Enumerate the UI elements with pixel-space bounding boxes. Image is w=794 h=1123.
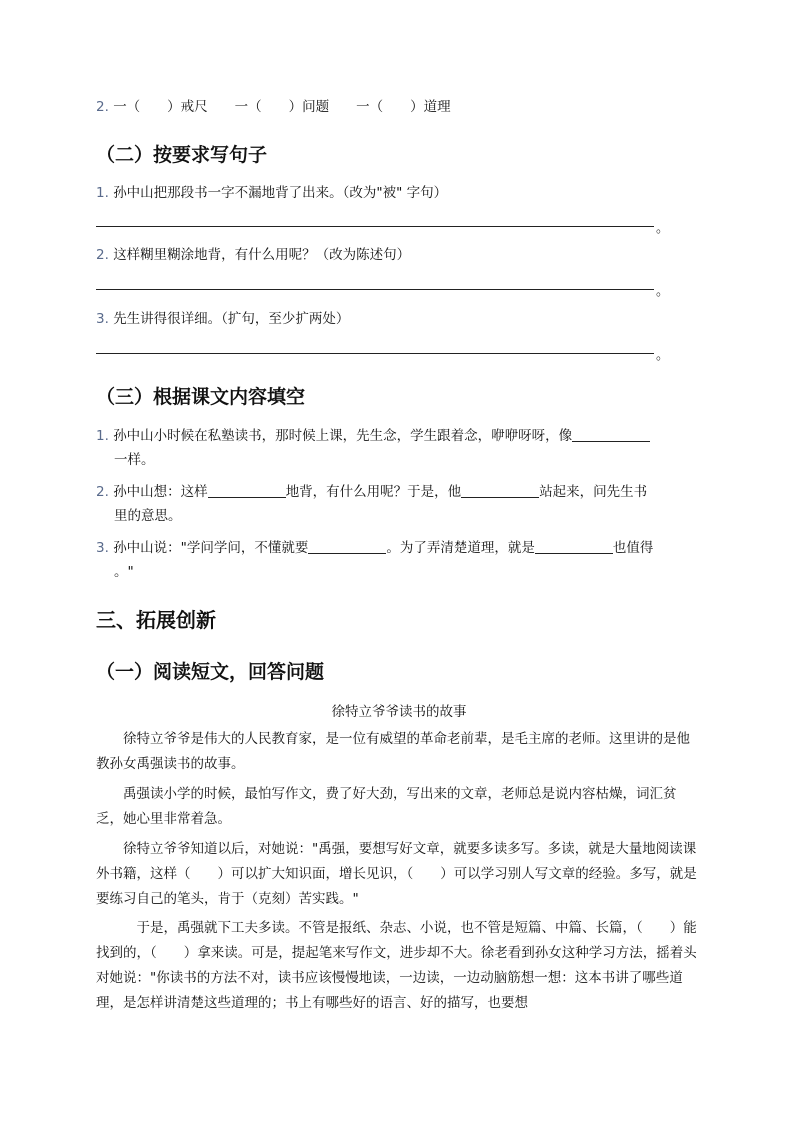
s3-item-3-line-a: 3. 孙中山说："学问学问，不懂就要 。为了弄清楚道理，就是 也值得 [96, 540, 654, 556]
question-2-line [96, 95, 451, 115]
fill-blank[interactable] [535, 541, 613, 554]
s2-item-2: 2. 这样糊里糊涂地背，有什么用呢？（改为陈述句） [96, 247, 411, 263]
s3-item-1-line-b: 一样。 [114, 452, 155, 468]
fill-blank[interactable] [461, 485, 539, 498]
article-paragraph: 于是，禹强就下工夫多读。不管是报纸、杂志、小说，也不管是短篇、中篇、长篇，（ ）能找到的，（ ）拿来读。可是，提起笔来写作文，进步却不大。徐老看到孙女这种学习方法，摇着头对她说："你读书的方法不对，读书应该慢慢地读，一边读，一边动脑筋想一想：这本书讲了哪些道理，是怎样讲清楚这些道理的；书上有哪些好的语言、好的描写，也要想 [96, 920, 697, 1011]
s3-item-2-line-b: 里的意思。 [114, 508, 182, 524]
reading-title: （一）阅读短文，回答问题 [96, 661, 325, 683]
question-number: 2. [96, 99, 109, 115]
s3-item-1-line-a: 1. 孙中山小时候在私塾读书，那时候上课，先生念，学生跟着念，咿咿呀呀，像 [96, 424, 650, 444]
question-text: 一（ ）戒尺 一（ ）问题 一（ ）道理 [113, 99, 451, 115]
fill-blank[interactable] [572, 429, 650, 442]
section-3-title: （三）根据课文内容填空 [96, 386, 306, 408]
article-paragraph: 徐特立爷爷知道以后，对她说："禹强，要想写好文章，就要多读多写。多读，就是大量地阅读课外书籍，这样（ ）可以扩大知识面，增长见识，（ ）可以学习别人写文章的经验。多写，就是要练习自己的笔头，肯于（克刻）苦实践。" [96, 841, 697, 907]
s2-item-3: 3. 先生讲得很详细。（扩句，至少扩两处） [96, 311, 350, 327]
s2-item-1: 1. 孙中山把那段书一字不漏地背了出来。（改为"被" 字句） [96, 185, 448, 201]
fill-blank[interactable] [208, 485, 286, 498]
worksheet-page: 2. 一（ ）戒尺 一（ ）问题 一（ ）道理 （二）按要求写句子 1. 孙中山把那段书一字不漏地背了出来。（改为"被" 字句） 。 2. 这样糊里糊涂地背，有什么用呢？（改为陈述句） 。 3. 先生讲得很详细。（扩句，至少扩两处） 。 （三）根据课文内容填空 1. 孙中山小时候在私塾读书，那时候上课，先生念，学生跟着念，咿咿呀呀，像 一样。 2. 孙中山想：这样 地背，有什么用呢？于是，他 站起来，问先生书 里的意思。 3. 孙中山说："学问学问，不懂就要 。为了弄清楚道理，就是 也值得 。" 三、拓展创新 （一）阅读短文，回答问题 徐特立爷爷读书的故事 徐特立爷爷是伟大的人民教育家，是一位有威望的革命老前辈，是毛主席的老师。这里讲的是他教孙女禹强读书的故事。 禹强读小学的时候，最怕写作文，费了好大劲，写出来的文章，老师总是说内容枯燥，词汇贫乏，她心里非常着急。 徐特立爷爷知道以后，对她说："禹强，要想写好文章，就要多读多写。多读，就是大量地阅读课外书籍，这样（ ）可以扩大知识面，增长见识，（ ）可以学习别人写文章的经验。多写，就是要练习自己的笔头，肯于（克刻）苦实践。" 于是，禹强就下工夫多读。不管是报纸、杂志、小说，也不管是短篇、中篇、长篇，（ ）能找到的，（ ）拿来读。可是，提起笔来写作文，进步却不大。徐老看到孙女这种学习方法，摇着头对她说："你读书的方法不对，读书应该慢慢地读，一边读，一边动脑筋想一想：这本书讲了哪些道理，是怎样讲清楚这些道理的；书上有哪些好的语言、好的描写，也要想 [0, 0, 794, 1123]
section-2-title: （二）按要求写句子 [96, 144, 268, 166]
article-paragraph: 徐特立爷爷是伟大的人民教育家，是一位有威望的革命老前辈，是毛主席的老师。这里讲的是他教孙女禹强读书的故事。 [96, 731, 690, 772]
s3-item-2-line-a: 2. 孙中山想：这样 地背，有什么用呢？于是，他 站起来，问先生书 [96, 484, 648, 500]
fill-blank[interactable] [308, 541, 386, 554]
article-title: 徐特立爷爷读书的故事 [331, 704, 467, 720]
part-3-title: 三、拓展创新 [96, 608, 216, 632]
article-paragraph: 禹强读小学的时候，最怕写作文，费了好大劲，写出来的文章，老师总是说内容枯燥，词汇贫乏，她心里非常着急。 [96, 786, 677, 827]
s3-item-3-line-b: 。" [114, 564, 134, 580]
